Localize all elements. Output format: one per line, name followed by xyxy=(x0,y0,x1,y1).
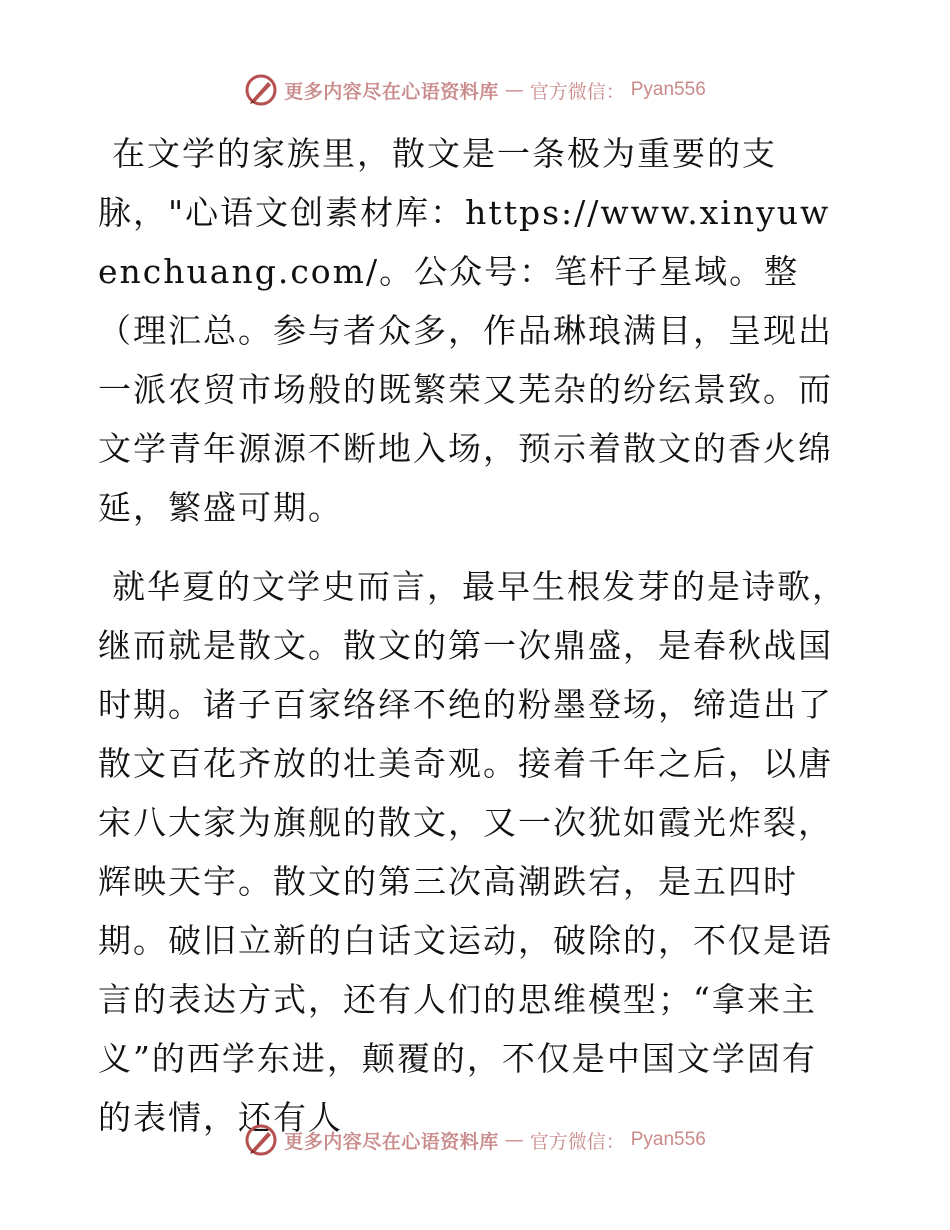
paragraph-2: 就华夏的文学史而言，最早生根发芽的是诗歌，继而就是散文。散文的第一次鼎盛，是春秋战国时期。诸子百家络绎不绝的粉墨登场，缔造出了散文百花齐放的壮美奇观。接着千年之后，以唐宋八大家为旗舰的散文，又一次犹如霞光炸裂，辉映天宇。散文的第三次高潮跌宕，是五四时期。破旧立新的白话文运动，破除的，不仅是语言的表达方式，还有人们的思维模型；“拿来主义”的西学东进，颠覆的，不仅是中国文学固有的表情，还有人 xyxy=(98,567,847,1137)
header-banner xyxy=(0,70,950,110)
banner-separator: — xyxy=(504,79,524,101)
paragraph-1: 在文学的家族里，散文是一条极为重要的支脉，"心语文创素材库：https://www.xinyuwenchuang.com/。公众号：笔杆子星域。整（理汇总。参与者众多，作品琳琅满目，呈现出一派农贸市场般的既繁荣又芜杂的纷纭景致。而文学青年源源不断地入场，预示着散文的香火绵延，繁盛可期。 xyxy=(98,134,833,527)
banner-text: 更多内容尽在心语资料库 xyxy=(284,1130,499,1153)
banner-contact-id: Pyan556 xyxy=(630,1129,706,1150)
document-body xyxy=(98,124,850,1147)
banner-contact-label: 官方微信： xyxy=(529,1130,625,1153)
pen-logo-icon xyxy=(244,1123,278,1157)
pen-logo-icon xyxy=(244,73,278,107)
banner-text: 更多内容尽在心语资料库 xyxy=(284,80,499,103)
banner-separator: — xyxy=(504,1129,524,1151)
banner-contact-id: Pyan556 xyxy=(630,79,706,100)
footer-banner xyxy=(0,1120,950,1160)
banner-contact-label: 官方微信： xyxy=(529,80,625,103)
